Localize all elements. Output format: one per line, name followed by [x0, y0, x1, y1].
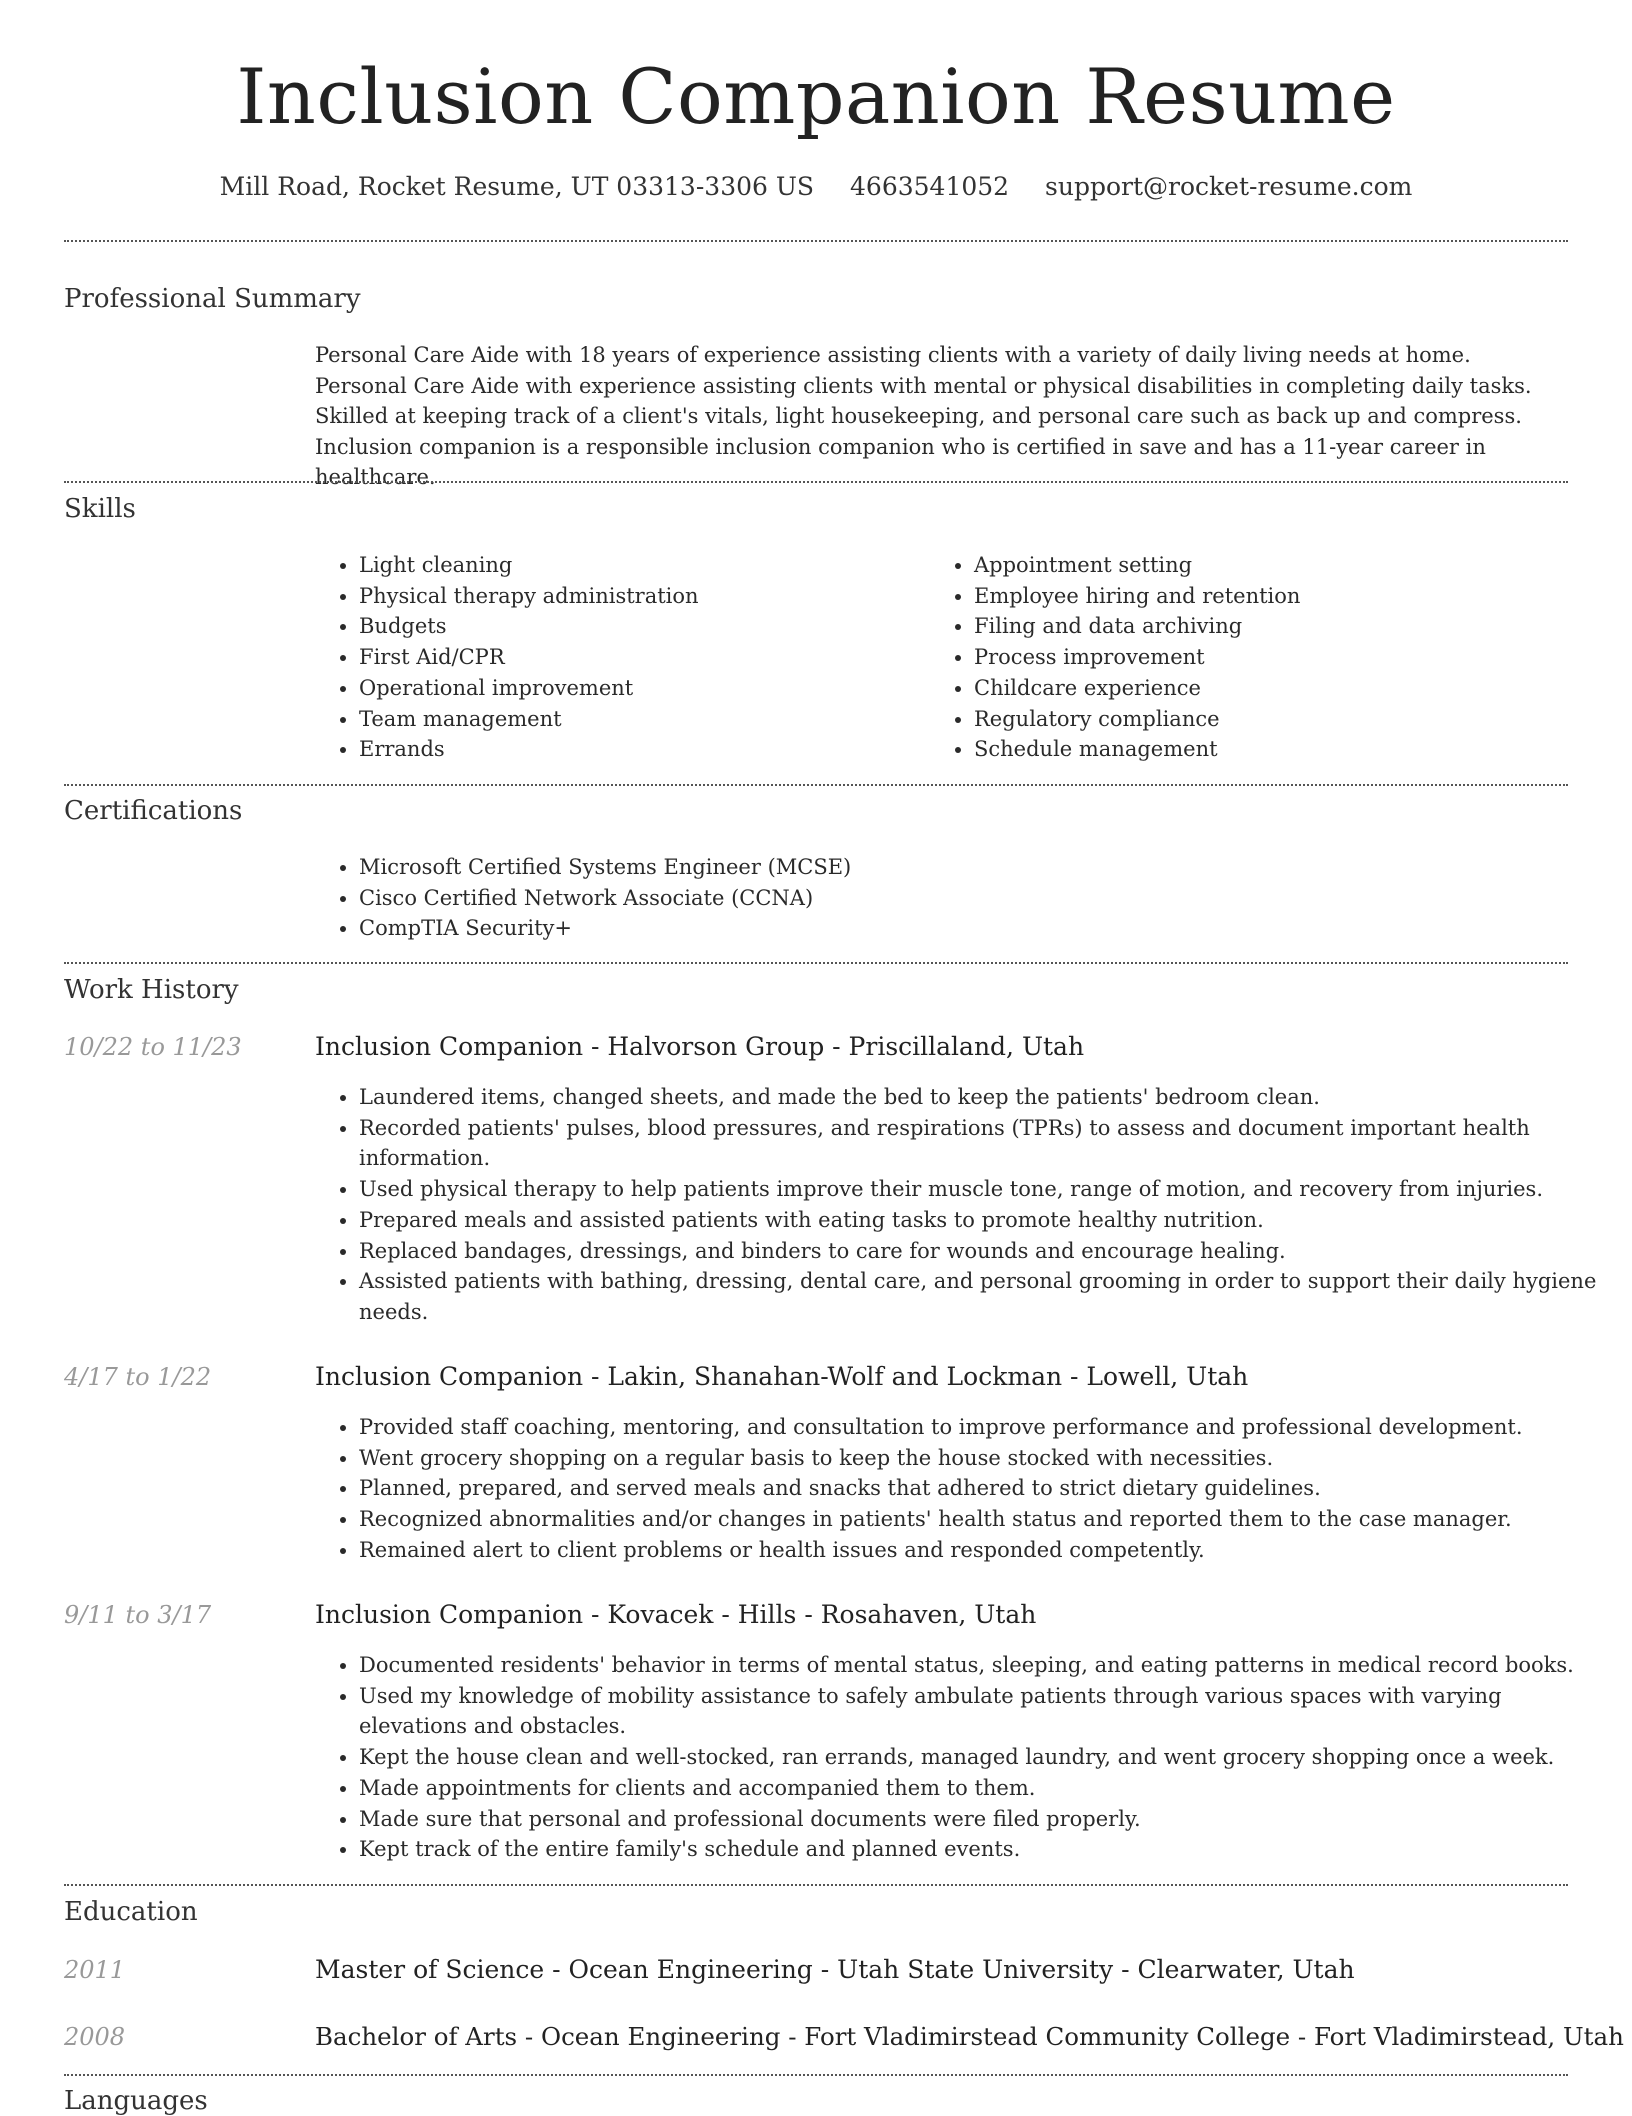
certification-item: • Cisco Certified Network Associate (CCNA)	[359, 883, 1599, 914]
job-bullets	[315, 1412, 1609, 1566]
contact-email: support@rocket-resume.com	[1045, 172, 1413, 201]
job-bullet: • Remained alert to client problems or health issues and responded competently.	[359, 1535, 1609, 1566]
summary-text: Personal Care Aide with 18 years of experience assisting clients with a variety of daily living needs at home. Personal Care Aide with experience assisting clients with mental or physical disabilities in completing daily tasks. Skilled at keeping track of a client's vitals, light housekeeping, and personal care such as back up and compress. Inclusion companion is a responsible inclusion companion who is certified in save and has a 11-year career in healthcare.	[315, 343, 1532, 489]
skills-list-left	[315, 550, 919, 765]
job-bullet: • Used physical therapy to help patients improve their muscle tone, range of motion, and recovery from injuries.	[359, 1174, 1609, 1205]
skills-heading: Skills	[64, 494, 136, 524]
job-bullet: • Replaced bandages, dressings, and binders to care for wounds and encourage healing.	[359, 1236, 1609, 1267]
job-dates: 9/11 to 3/17	[64, 1601, 212, 1629]
skill-item: • Employee hiring and retention	[974, 581, 1574, 612]
skill-item: • Errands	[359, 734, 919, 765]
job-bullet: • Prepared meals and assisted patients with eating tasks to promote healthy nutrition.	[359, 1205, 1609, 1236]
skill-item: • Process improvement	[974, 642, 1574, 673]
job-bullet: • Laundered items, changed sheets, and made the bed to keep the patients' bedroom clean.	[359, 1082, 1609, 1113]
skill-item: • Physical therapy administration	[359, 581, 919, 612]
job-bullets	[315, 1650, 1609, 1865]
contact-line	[0, 172, 1632, 201]
section-divider	[64, 784, 1568, 786]
skill-item: • Filing and data archiving	[974, 611, 1574, 642]
job-bullet: • Provided staff coaching, mentoring, and consultation to improve performance and professional development.	[359, 1412, 1609, 1443]
section-divider	[64, 962, 1568, 964]
certification-item: • Microsoft Certified Systems Engineer (MCSE)	[359, 852, 1599, 883]
job-bullet: • Recorded patients' pulses, blood pressures, and respirations (TPRs) to assess and document important health information.	[359, 1113, 1609, 1174]
certifications-heading: Certifications	[64, 796, 243, 826]
job-title: Inclusion Companion - Kovacek - Hills - Rosahaven, Utah	[315, 1600, 1037, 1629]
education-entry: Master of Science - Ocean Engineering - Utah State University - Clearwater, Utah	[315, 1955, 1355, 1984]
skills-list-right	[930, 550, 1574, 765]
job-dates: 4/17 to 1/22	[64, 1363, 212, 1391]
job-bullet: • Recognized abnormalities and/or changes in patients' health status and reported them to the case manager.	[359, 1504, 1609, 1535]
work-history-heading: Work History	[64, 975, 239, 1005]
job-dates: 10/22 to 11/23	[64, 1033, 242, 1061]
job-bullet: • Kept the house clean and well-stocked, ran errands, managed laundry, and went grocery shopping once a week.	[359, 1742, 1609, 1773]
job-bullet: • Made appointments for clients and accompanied them to them.	[359, 1773, 1609, 1804]
contact-address: Mill Road, Rocket Resume, UT 03313-3306 US	[219, 172, 815, 201]
section-divider	[64, 1884, 1568, 1886]
skill-item: • Schedule management	[974, 734, 1574, 765]
section-divider	[64, 481, 1568, 483]
job-bullet: • Kept track of the entire family's schedule and planned events.	[359, 1834, 1609, 1865]
job-bullet: • Planned, prepared, and served meals and snacks that adhered to strict dietary guidelines.	[359, 1473, 1609, 1504]
job-title: Inclusion Companion - Lakin, Shanahan-Wolf and Lockman - Lowell, Utah	[315, 1362, 1249, 1391]
skill-item: • Light cleaning	[359, 550, 919, 581]
resume-title: Inclusion Companion Resume	[236, 52, 1396, 141]
education-heading: Education	[64, 1897, 198, 1927]
skill-item: • Regulatory compliance	[974, 704, 1574, 735]
job-bullet: • Went grocery shopping on a regular basis to keep the house stocked with necessities.	[359, 1443, 1609, 1474]
skill-item: • Childcare experience	[974, 673, 1574, 704]
section-divider	[64, 2074, 1568, 2076]
contact-phone: 4663541052	[850, 172, 1010, 201]
education-year: 2011	[64, 1956, 126, 1984]
languages-heading: Languages	[64, 2086, 208, 2116]
job-bullet: • Assisted patients with bathing, dressing, dental care, and personal grooming in order to support their daily hygiene needs.	[359, 1266, 1609, 1327]
skill-item: • First Aid/CPR	[359, 642, 919, 673]
education-year: 2008	[64, 2023, 126, 2051]
job-bullet: • Made sure that personal and professional documents were filed properly.	[359, 1804, 1609, 1835]
job-bullet: • Documented residents' behavior in terms of mental status, sleeping, and eating patterns in medical record books.	[359, 1650, 1609, 1681]
summary-heading: Professional Summary	[64, 284, 361, 314]
job-bullet: • Used my knowledge of mobility assistance to safely ambulate patients through various spaces with varying elevations and obstacles.	[359, 1681, 1609, 1742]
skill-item: • Operational improvement	[359, 673, 919, 704]
skill-item: • Appointment setting	[974, 550, 1574, 581]
job-title: Inclusion Companion - Halvorson Group - Priscillaland, Utah	[315, 1032, 1085, 1061]
certifications-list	[315, 852, 1599, 944]
skill-item: • Team management	[359, 704, 919, 735]
section-divider	[64, 240, 1568, 242]
certification-item: • CompTIA Security+	[359, 913, 1599, 944]
education-entry: Bachelor of Arts - Ocean Engineering - Fort Vladimirstead Community College - Fort Vladimirstead, Utah	[315, 2022, 1624, 2051]
skill-item: • Budgets	[359, 611, 919, 642]
job-bullets	[315, 1082, 1609, 1328]
